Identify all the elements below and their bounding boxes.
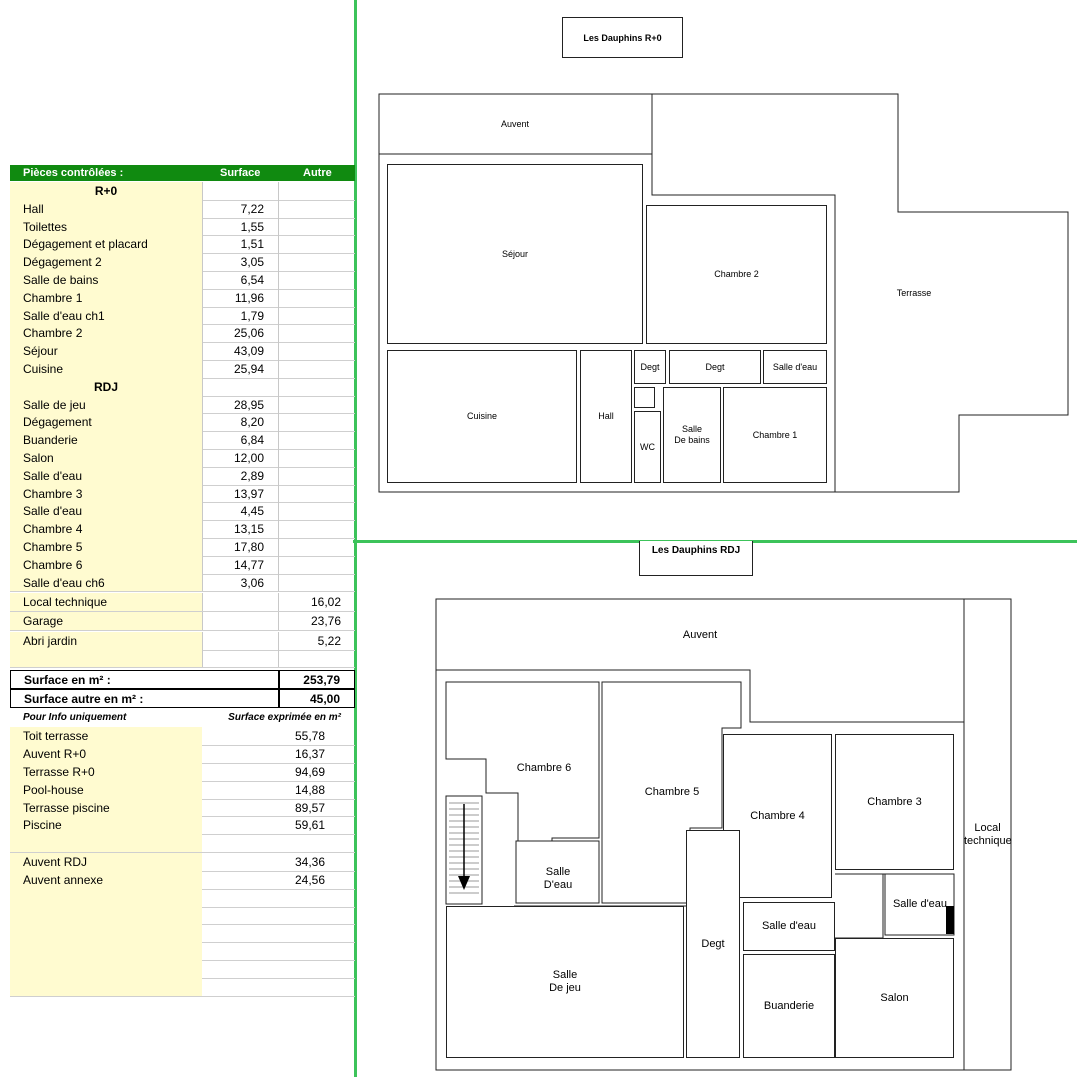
header-other: Autre — [303, 167, 332, 179]
row-surface: 12,00 — [233, 451, 264, 465]
row-surface: 25,06 — [233, 326, 264, 341]
row-surface: 1,55 — [240, 219, 264, 234]
row-surface: 2,89 — [240, 468, 264, 483]
row-other: 5,22 — [317, 633, 341, 648]
row-label: Salon — [23, 451, 54, 465]
row-surface: 25,94 — [233, 362, 264, 376]
row-surface: 11,96 — [234, 290, 264, 305]
header-surface: Surface — [220, 167, 261, 179]
room-chambre-5: Chambre 5 — [644, 786, 700, 798]
total-label: Surface en m² : — [24, 673, 111, 688]
info-left: Pour Info uniquement — [23, 712, 127, 724]
total-value: 45,00 — [309, 692, 340, 707]
row-surface: 13,97 — [233, 486, 264, 501]
info-label: Toit terrasse — [23, 729, 89, 744]
row-label: Buanderie — [23, 433, 78, 448]
row-label: Salle d'eau ch1 — [23, 308, 105, 323]
row-label: Chambre 2 — [23, 326, 83, 341]
room-terrasse: Terrasse — [896, 288, 932, 298]
section-title: R+0 — [94, 184, 118, 198]
room-chambre-3: Chambre 3 — [835, 734, 954, 870]
room-salle-deau-ch6: Salle D'eau — [543, 866, 573, 891]
row-surface: 17,80 — [233, 540, 264, 554]
info-label: Pool-house — [23, 782, 84, 797]
row-surface: 13,15 — [233, 522, 264, 537]
room-salon: Salon — [835, 938, 954, 1058]
info-value: 14,88 — [294, 782, 325, 797]
room-auvent-r0: Auvent — [500, 119, 530, 129]
info-value: 55,78 — [294, 729, 325, 744]
row-label: Garage — [23, 614, 64, 629]
info-label: Auvent RDJ — [23, 855, 88, 870]
info-value: 24,56 — [294, 873, 325, 887]
row-label: Chambre 4 — [23, 522, 83, 537]
info-label: Terrasse piscine — [23, 800, 110, 815]
row-surface: 6,84 — [240, 433, 264, 448]
room-wc: WC — [634, 411, 661, 483]
info-label: Piscine — [23, 818, 62, 833]
info-value: 16,37 — [294, 747, 325, 762]
section-title: RDJ — [93, 379, 118, 394]
room-hall: Hall — [580, 350, 632, 483]
room-degt-rdj: Degt — [686, 830, 740, 1058]
row-label: Abri jardin — [23, 633, 78, 648]
row-label: Hall — [23, 201, 44, 216]
row-label: Dégagement — [23, 415, 92, 430]
row-label: Salle d'eau — [23, 468, 83, 483]
info-value: 89,57 — [294, 800, 325, 815]
room-salle-de-jeu: Salle De jeu — [446, 906, 684, 1058]
room-salle-deau-r0: Salle d'eau — [763, 350, 827, 384]
info-label: Auvent R+0 — [23, 747, 87, 762]
plan-r0-title: Les Dauphins R+0 — [562, 17, 683, 58]
row-surface: 28,95 — [233, 397, 264, 412]
row-surface: 14,77 — [233, 557, 264, 572]
row-label: Chambre 6 — [23, 557, 83, 572]
room-chambre-1: Chambre 1 — [723, 387, 827, 483]
row-other: 23,76 — [310, 614, 341, 629]
info-value: 59,61 — [294, 818, 325, 833]
info-label: Auvent annexe — [23, 873, 104, 887]
row-surface: 3,05 — [240, 255, 264, 270]
room-chambre-2: Chambre 2 — [646, 205, 827, 344]
row-surface: 1,51 — [240, 237, 264, 252]
room-auvent-rdj: Auvent — [682, 629, 718, 641]
plan-rdj-title: Les Dauphins RDJ — [639, 541, 753, 576]
row-label: Séjour — [23, 344, 58, 359]
room-chambre-4: Chambre 4 — [723, 734, 832, 898]
row-label: Toilettes — [23, 219, 68, 234]
row-label: Local technique — [23, 595, 108, 609]
room-sejour: Séjour — [387, 164, 643, 344]
info-label: Terrasse R+0 — [23, 765, 95, 779]
row-label: Dégagement et placard — [23, 237, 148, 252]
row-surface: 8,20 — [240, 415, 264, 430]
info-right: Surface exprimée en m² — [228, 712, 341, 724]
room-cuisine: Cuisine — [387, 350, 577, 483]
row-surface: 3,06 — [240, 575, 264, 590]
header-rooms: Pièces contrôlées : — [23, 167, 124, 179]
row-surface: 7,22 — [240, 201, 264, 216]
row-label: Chambre 5 — [23, 540, 83, 554]
room-salle-deau-b: Salle d'eau — [892, 898, 948, 910]
room-chambre-6: Chambre 6 — [516, 762, 572, 774]
room-degt-2: Degt — [669, 350, 761, 384]
row-label: Cuisine — [23, 362, 64, 376]
room-buanderie: Buanderie — [743, 954, 835, 1058]
info-value: 34,36 — [294, 855, 325, 870]
row-label: Chambre 1 — [23, 290, 83, 305]
row-surface: 6,54 — [240, 273, 264, 287]
row-other: 16,02 — [310, 595, 341, 609]
row-surface: 43,09 — [233, 344, 264, 359]
row-label: Dégagement 2 — [23, 255, 102, 270]
room-salle-de-bains: Salle De bains — [663, 387, 721, 483]
room-local-technique: Local technique — [964, 822, 1012, 847]
row-label: Salle de bains — [23, 273, 99, 287]
info-value: 94,69 — [294, 765, 325, 779]
room-degt-1: Degt — [634, 350, 666, 384]
row-surface: 1,79 — [240, 308, 264, 323]
row-label: Salle de jeu — [23, 397, 86, 412]
total-label: Surface autre en m² : — [24, 692, 144, 707]
total-value: 253,79 — [303, 673, 340, 688]
row-label: Salle d'eau — [23, 504, 83, 519]
row-surface: 4,45 — [240, 504, 264, 519]
room-salle-deau-a: Salle d'eau — [743, 902, 835, 951]
row-label: Salle d'eau ch6 — [23, 575, 105, 590]
row-label: Chambre 3 — [23, 486, 83, 501]
